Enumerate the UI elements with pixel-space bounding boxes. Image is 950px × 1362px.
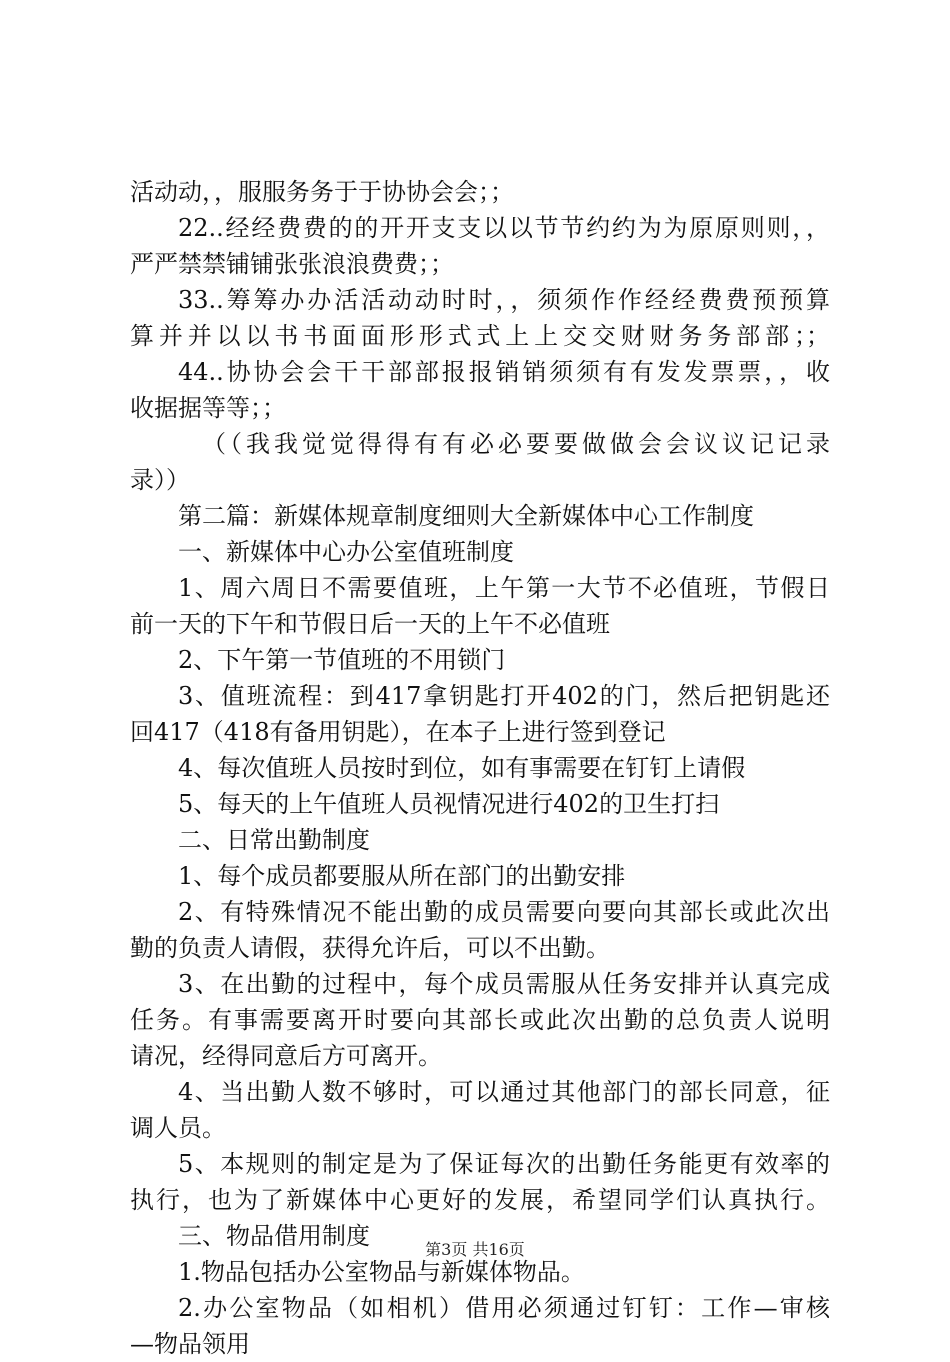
text-line: 1、每个成员都要服从所在部门的出勤安排 [178,862,626,890]
text-line: 勤的负责人请假，获得允许后，可以不出勤。 [130,934,610,962]
text-line: 严严禁禁铺铺张张浪浪费费；； [130,250,454,278]
section-heading: 二、日常出勤制度 [178,826,370,854]
document-body [130,174,830,1362]
text-line: 33..筹筹办办活活动动时时，，须须作作经经费费预预算 [178,286,830,314]
text-line: 3、在出勤的过程中，每个成员需服从任务安排并认真完成 [178,970,830,998]
text-line: 收据据等等；； [130,394,286,422]
text-line: 4、每次值班人员按时到位，如有事需要在钉钉上请假 [178,754,746,782]
text-line: 1、周六周日不需要值班，上午第一大节不必值班，节假日 [178,574,830,602]
text-line: （（我我觉觉得得有有必必要要做做会会议议记记录 [202,430,830,458]
text-line: 活动动，，服服务务于于协协会会；； [130,178,514,206]
text-line: 44..协协会会干干部部报报销销须须有有发发票票，，收 [178,358,830,386]
text-line: 2、有特殊情况不能出勤的成员需要向要向其部长或此次出 [178,898,830,926]
text-line: 请况，经得同意后方可离开。 [130,1042,442,1070]
text-line: 前一天的下午和节假日后一天的上午不必值班 [130,610,610,638]
text-line: 1.物品包括办公室物品与新媒体物品。 [178,1258,585,1286]
text-line: 5、本规则的制定是为了保证每次的出勤任务能更有效率的 [178,1150,830,1178]
text-line: 录）） [130,466,190,494]
text-line: 回417（418有备用钥匙），在本子上进行签到登记 [130,718,666,746]
text-line: 3、值班流程：到417拿钥匙打开402的门，然后把钥匙还 [178,682,830,710]
text-line: 4、当出勤人数不够时，可以通过其他部门的部长同意，征 [178,1078,830,1106]
text-line: —物品领用 [130,1330,250,1358]
section-heading: 三、物品借用制度 [178,1222,370,1250]
text-line: 2、下午第一节值班的不用锁门 [178,646,506,674]
section-heading: 一、新媒体中心办公室值班制度 [178,538,514,566]
text-line: 执行，也为了新媒体中心更好的发展，希望同学们认真执行。 [130,1186,830,1214]
page-footer: 第3页 共16页 [425,1240,525,1259]
text-line: 任务。有事需要离开时要向其部长或此次出勤的总负责人说明 [130,1006,830,1034]
text-line: 5、每天的上午值班人员视情况进行402的卫生打扫 [178,790,720,818]
text-line: 算并并以以书书面面形形式式上上交交财财务务部部；； [130,322,830,350]
text-line: 2.办公室物品（如相机）借用必须通过钉钉：工作—审核 [178,1294,830,1322]
text-line: 22..经经费费的的开开支支以以节节约约为为原原则则，， [178,214,830,242]
section-heading: 第二篇：新媒体规章制度细则大全新媒体中心工作制度 [178,502,754,530]
text-line: 调人员。 [130,1114,226,1142]
